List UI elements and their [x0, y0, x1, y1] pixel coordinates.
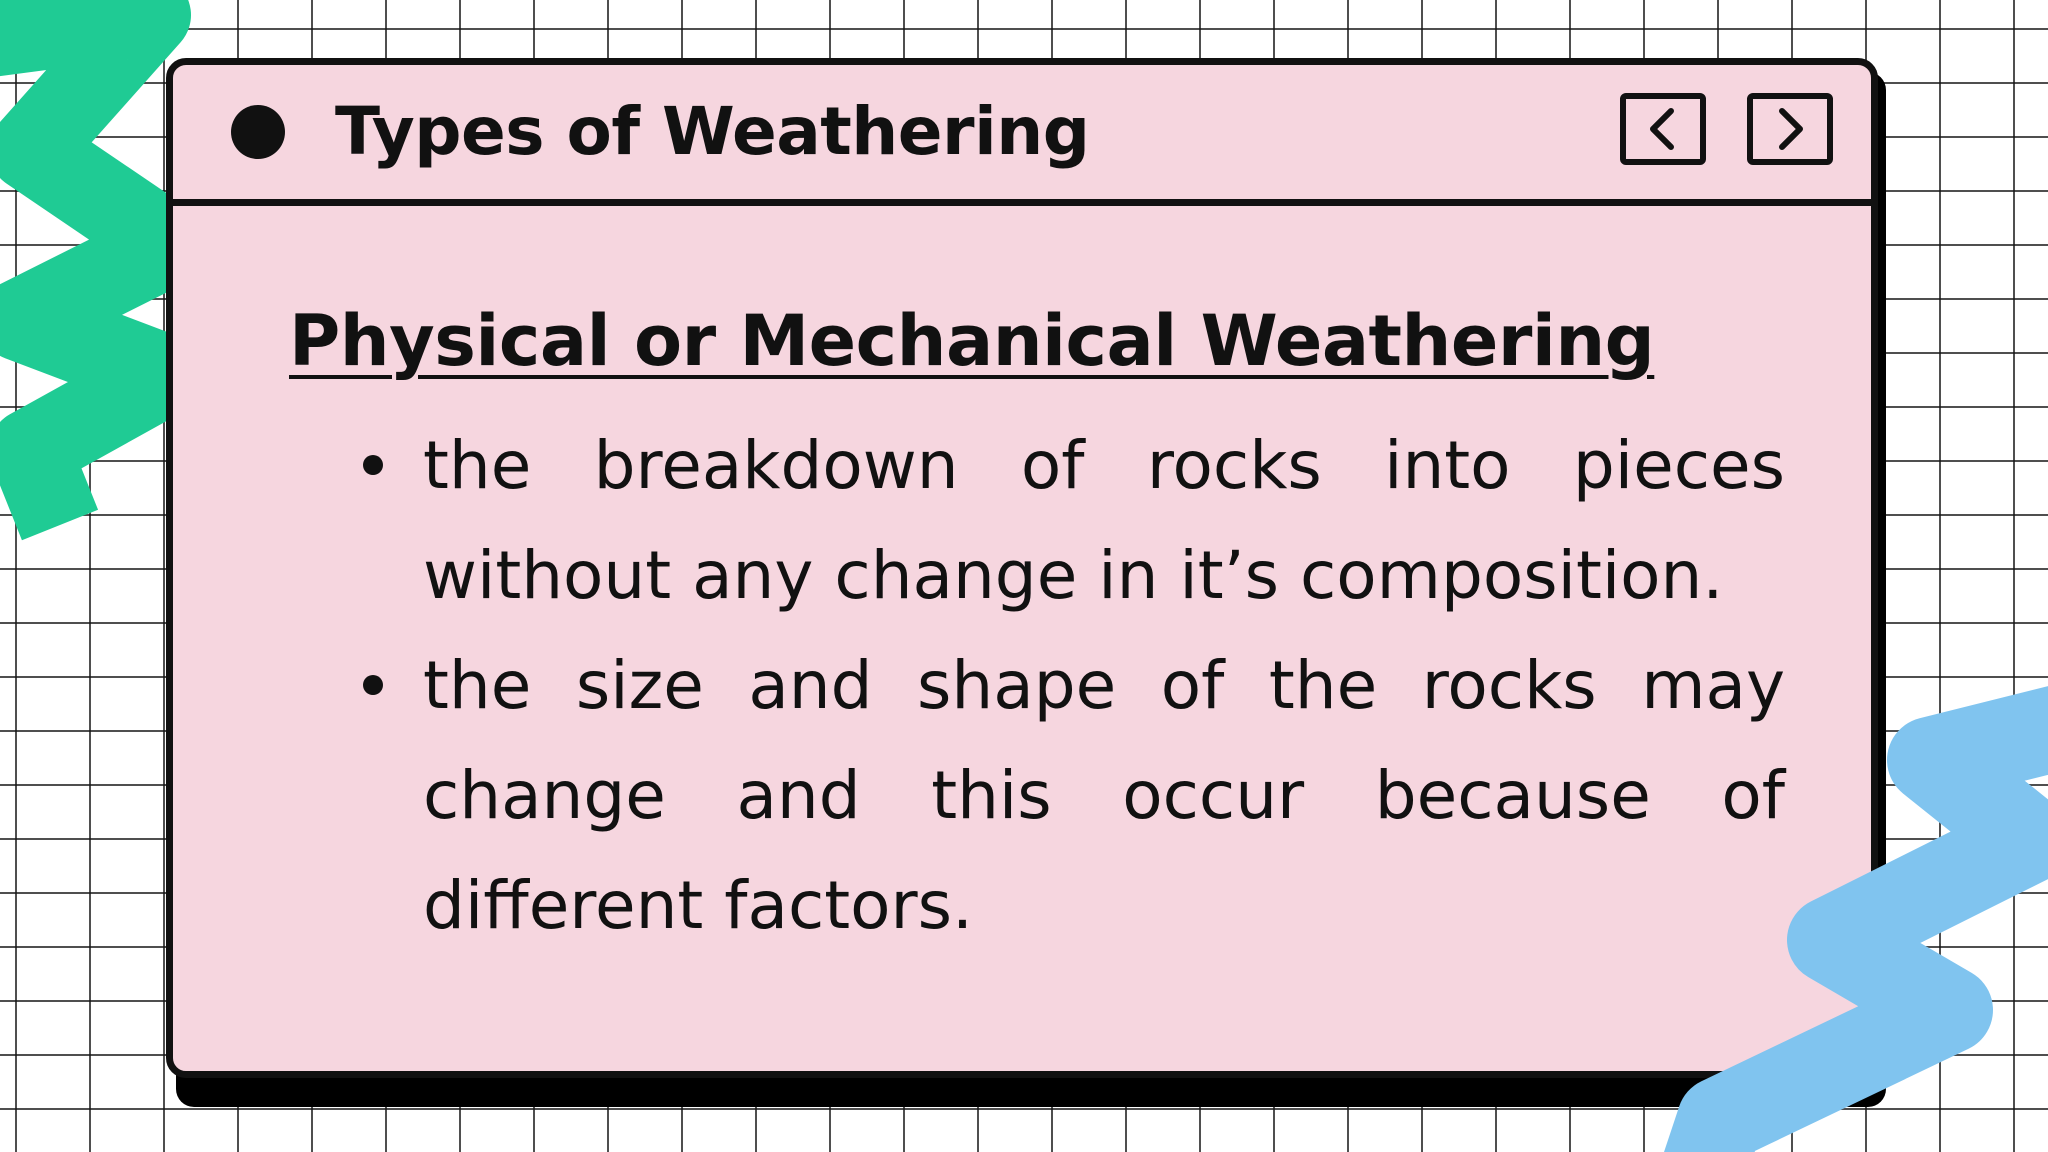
bullet-text: the breakdown of rocks into pieces without any change in it’s composition.: [423, 427, 1785, 614]
title-bar: [173, 65, 1871, 206]
bullet-dot-icon: [363, 675, 383, 695]
bullet-list: [363, 411, 1785, 961]
chevron-right-icon: [1770, 105, 1810, 153]
bullet-item: [363, 411, 1785, 631]
bullet-item: [363, 631, 1785, 961]
slide-window: [166, 58, 1878, 1078]
previous-button[interactable]: [1620, 93, 1706, 165]
chevron-left-icon: [1643, 105, 1683, 153]
section-heading: Physical or Mechanical Weathering: [289, 300, 1655, 382]
slide-content: [173, 206, 1871, 1071]
next-button[interactable]: [1747, 93, 1833, 165]
window-title: Types of Weathering: [335, 93, 1090, 170]
bullet-dot-icon: [363, 455, 383, 475]
bullet-text: the size and shape of the rocks may change and this occur because of different factors.: [423, 647, 1785, 944]
window-dot-icon: [231, 105, 285, 159]
